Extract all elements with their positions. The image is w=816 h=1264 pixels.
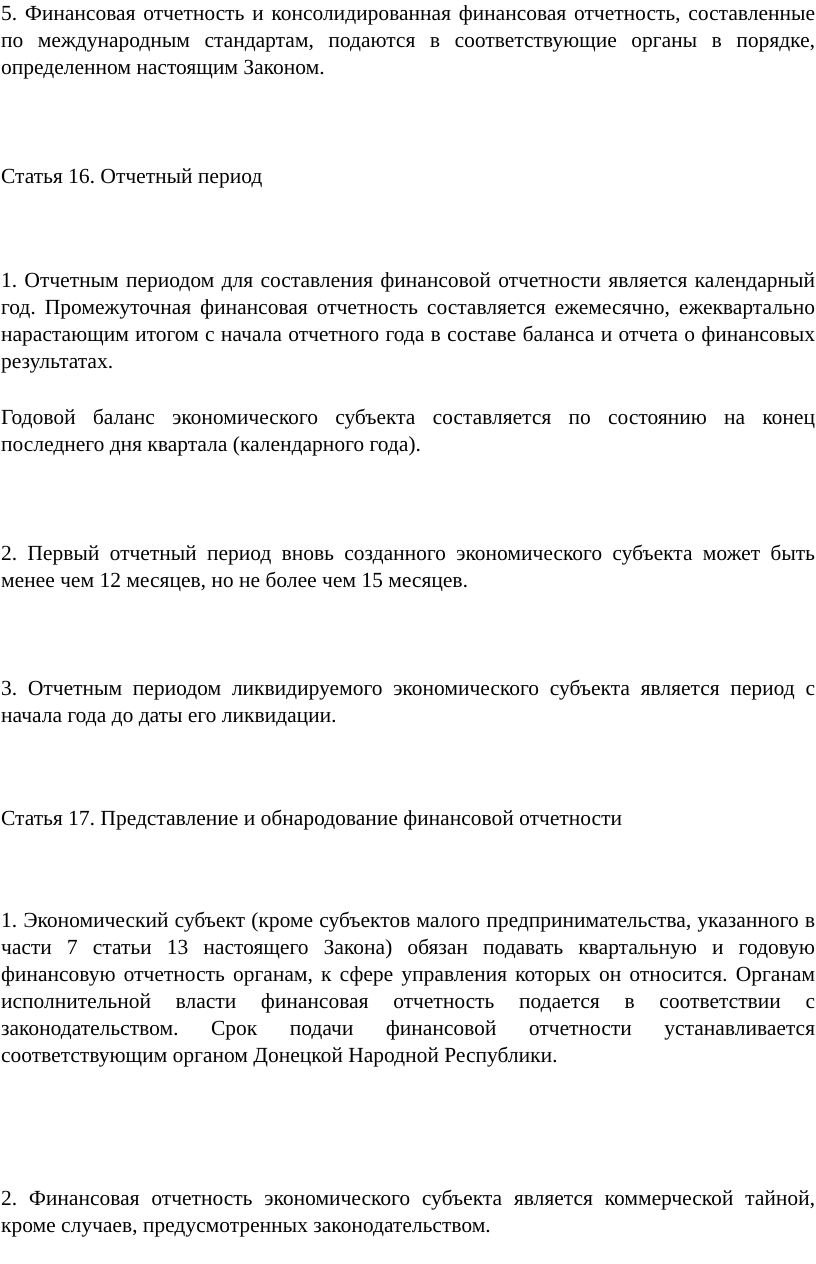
- article-16-annual-balance: Годовой баланс экономического субъекта составляется по состоянию на конец последнего дня квартала (календарного года).: [1, 405, 815, 456]
- paragraph-5: 5. Финансовая отчетность и консолидированная финансовая отчетность, составленные по международным стандартам, подаются в соответствующие органы в порядке, определенном настоящим Законом.: [1, 1, 815, 79]
- article-16-paragraph-3: 3. Отчетным периодом ликвидируемого экономического субъекта является период с начала года до даты его ликвидации.: [1, 676, 815, 727]
- article-16-heading: Статья 16. Отчетный период: [1, 164, 263, 188]
- article-17-heading: Статья 17. Представление и обнародование финансовой отчетности: [1, 806, 623, 830]
- article-17-paragraph-2: 2. Финансовая отчетность экономического субъекта является коммерческой тайной, кроме случаев, предусмотренных законодательством.: [1, 1186, 815, 1237]
- article-17-paragraph-1: 1. Экономический субъект (кроме субъектов малого предпринимательства, указанного в части 7 статьи 13 настоящего Закона) обязан подавать квартальную и годовую финансовую отчетность органам, к сфере управления которых он относится. Органам исполнительной власти финансовая отчетность подается в соответствии с законодательством. Срок подачи финансовой отчетности устанавливается соответствующим органом Донецкой Народной Республики.: [1, 908, 815, 1067]
- article-16-paragraph-2: 2. Первый отчетный период вновь созданного экономического субъекта может быть менее чем 12 месяцев, но не более чем 15 месяцев.: [1, 541, 815, 592]
- article-16-paragraph-1: 1. Отчетным периодом для составления финансовой отчетности является календарный год. Промежуточная финансовая отчетность составляется ежемесячно, ежеквартально нарастающим итогом с начала отчетного года в составе баланса и отчета о финансовых результатах.: [1, 268, 815, 373]
